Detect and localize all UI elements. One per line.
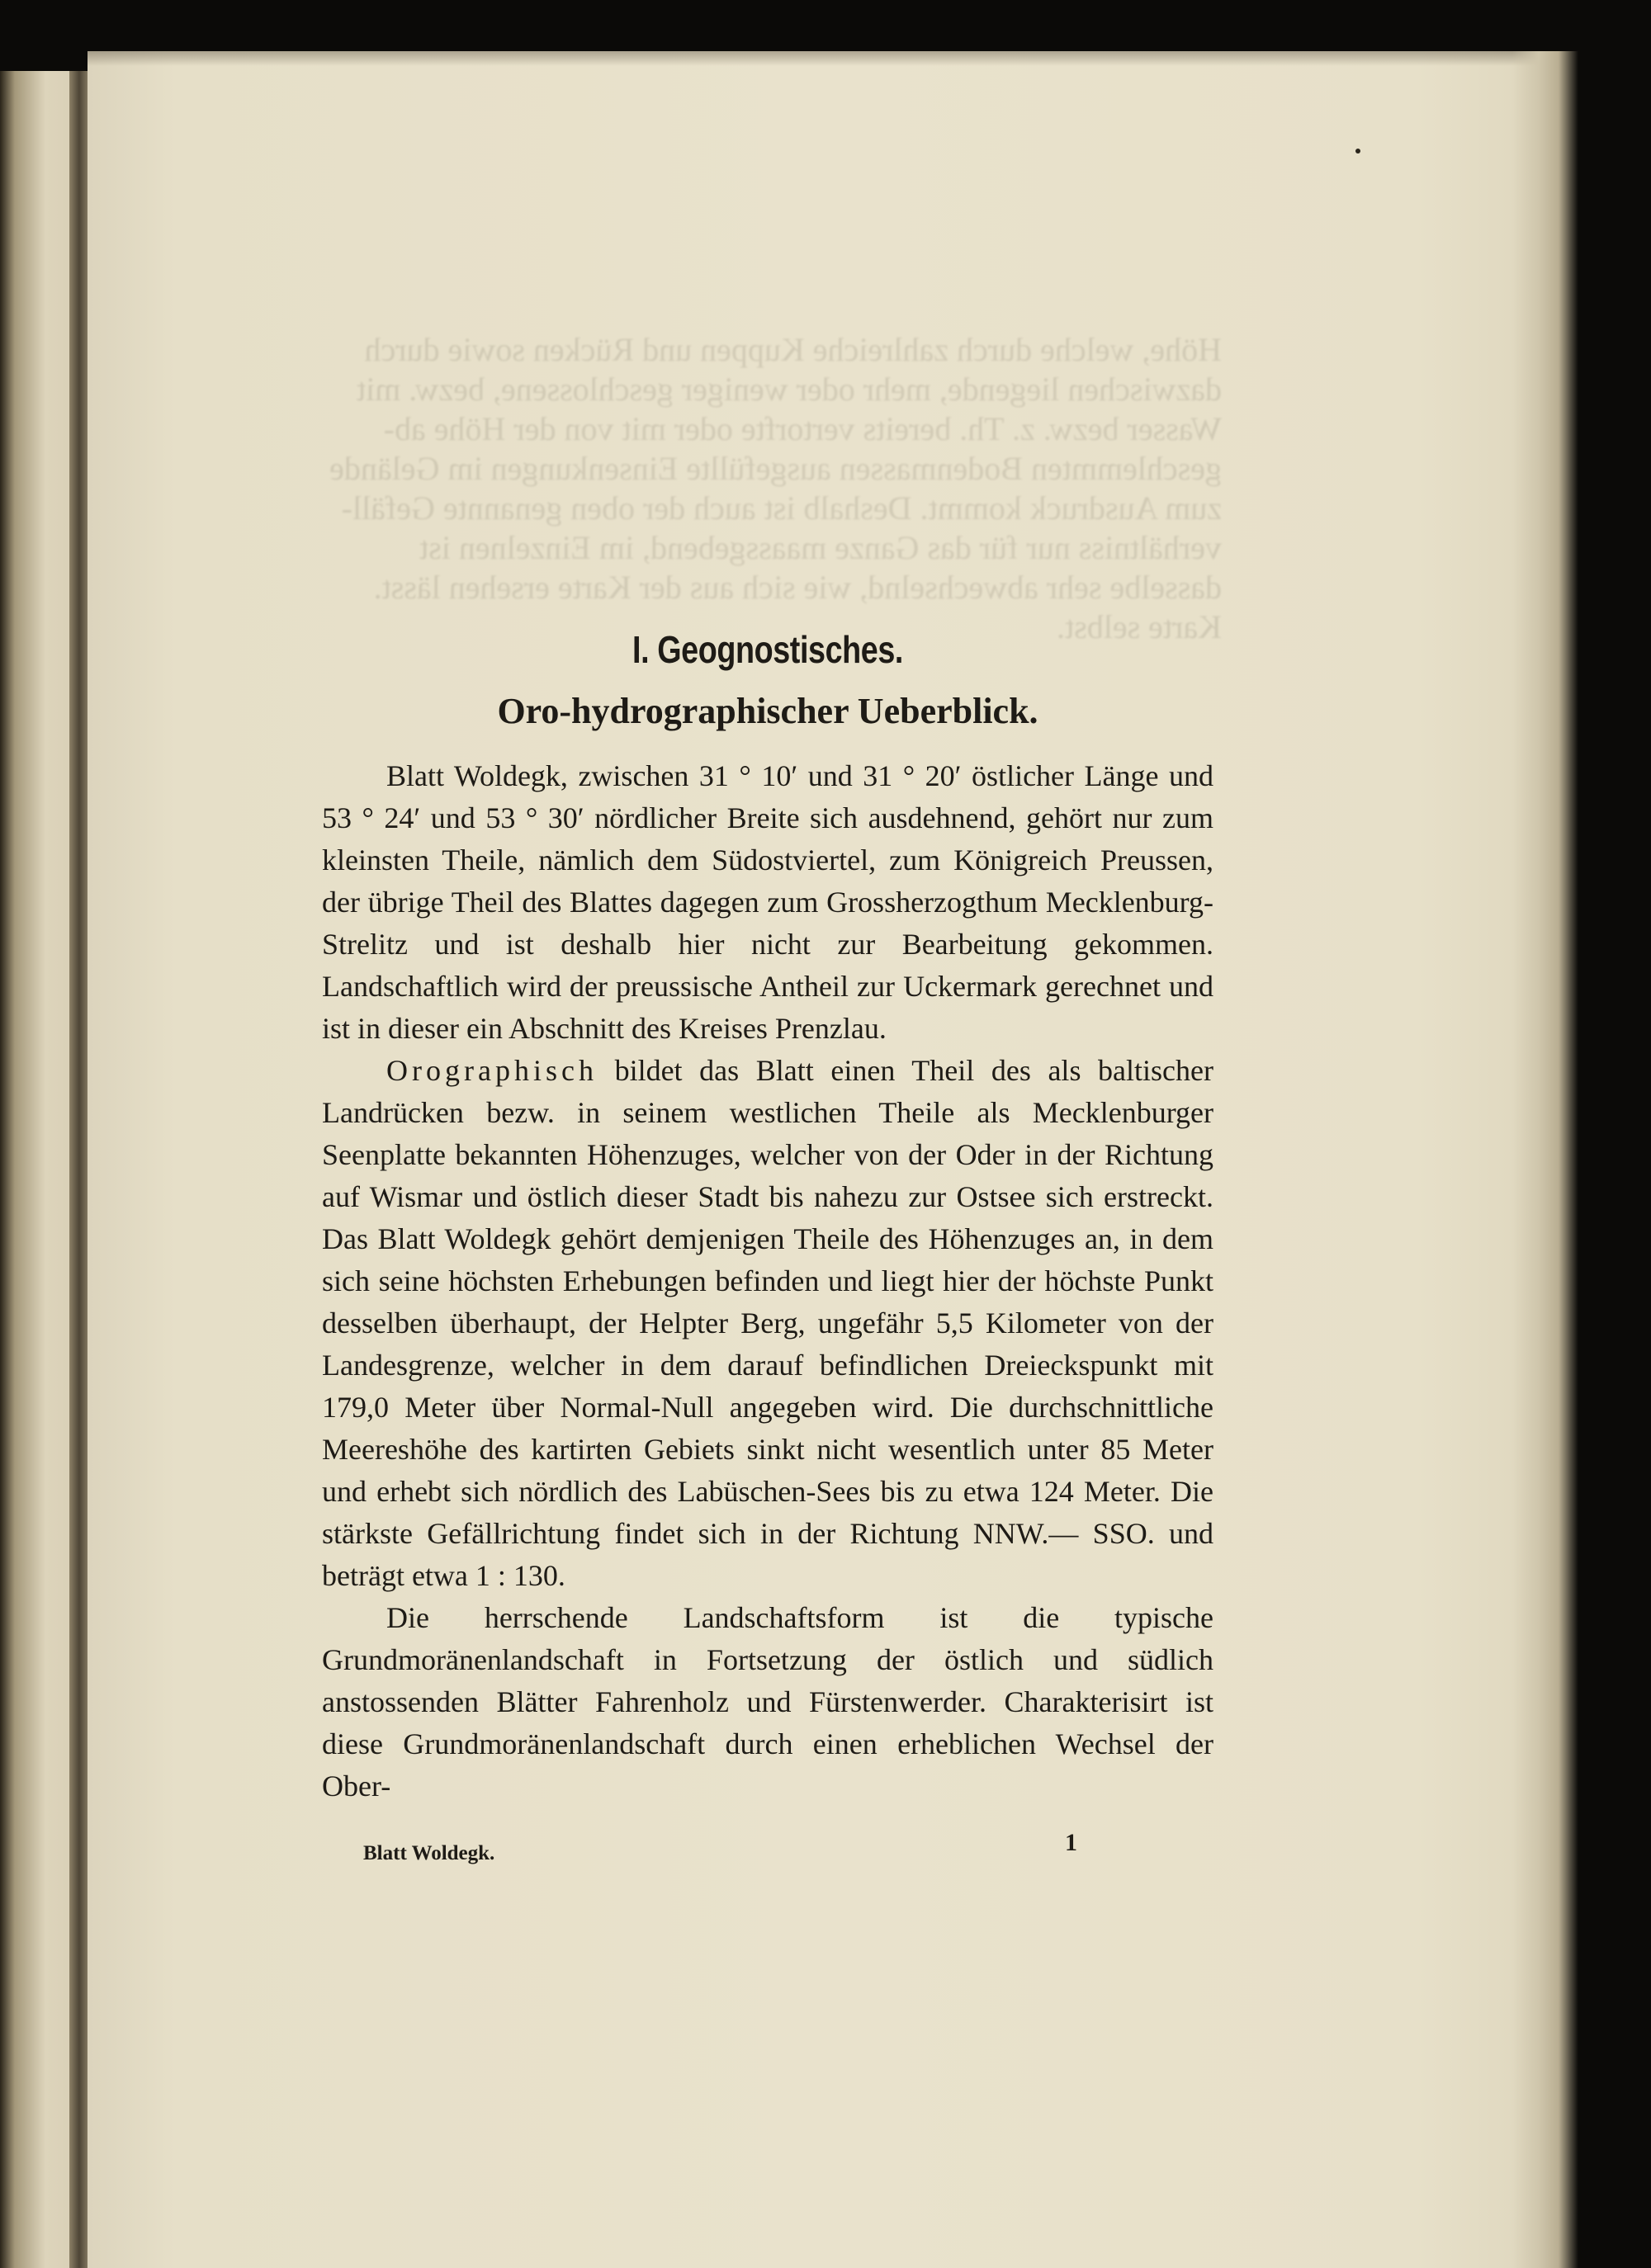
page-content (322, 627, 1213, 1807)
section-heading: I. Geognostisches. (632, 628, 903, 671)
paragraph-1 (322, 755, 1213, 1050)
paragraph-2-text: bildet das Blatt einen Theil des als baltischer Landrücken bezw. in seinem westlichen Theile als Mecklenburger Seenplatte bekannten Höhenzuges, welcher von der Oder in der Richtung auf Wismar und östlich dieser Stadt bis nahezu zur Ostsee sich erstreckt. Das Blatt Woldegk gehört demjenigen Theile des Höhenzuges an, in dem sich seine höchsten Erhebungen befinden und liegt hier der höchste Punkt desselben überhaupt, der Helpter Berg, ungefähr 5,5 Kilometer von der Landesgrenze, welcher in dem darauf befindlichen Dreieckspunkt mit 179,0 Meter über Normal-Null angegeben wird. Die durchschnittliche Meereshöhe des kartirten Gebiets sinkt nicht wesentlich unter 85 Meter und erhebt sich nördlich des Labüschen-Sees bis zu etwa 124 Meter. Die stärkste Gefällrichtung findet sich in der Richtung NNW.— SSO. und beträgt etwa 1 : 130. (322, 1054, 1213, 1592)
paragraph-3 (322, 1597, 1213, 1807)
paragraph-3-text: Die herrschende Landschaftsform ist die typische Grundmoränenlandschaft in Fortsetzung der östlich und südlich anstossenden Blätter Fahrenholz und Fürstenwerder. Charakterisirt ist diese Grundmoränenlandschaft durch einen erheblichen Wechsel der Ober- (322, 1601, 1213, 1803)
paragraph-2-lead: Orographisch (386, 1054, 598, 1087)
show-through-text: Höhe, welche durch zahlreiche Kuppen und Rücken sowie durch dazwischen liegende, mehr oder weniger geschlossene, bezw. mit Wasser bezw. z. Th. bereits vertorfte oder mit von der Höhe ab- geschlemmten Bodenmassen ausgefüllte Einsenkungen im Gelände zum Ausdruck kommt. Deshalb ist auch der oben genannte Gefäll- verhältniss nur für das Ganze maassgebend, im Einzelnen ist dasselbe sehr abwechselnd, wie sich aus der Karte ersehen lässt. Karte selbst. (329, 331, 1222, 645)
subheading: Oro-hydrographischer Ueberblick. (497, 691, 1038, 731)
page-right-edge (1512, 51, 1578, 2268)
paragraph-1-text: Blatt Woldegk, zwischen 31 ° 10′ und 31 ° 20′ östlicher Länge und 53 ° 24′ und 53 ° 30′ nördlicher Breite sich ausdehnend, gehört nur zum kleinsten Theile, nämlich dem Südostviertel, zum Königreich Preussen, der übrige Theil des Blattes dagegen zum Grossherzogthum Mecklenburg-Strelitz und ist deshalb hier nicht zur Bearbeitung gekommen. Landschaftlich wird der preussische Antheil zur Uckermark gerechnet und ist in dieser ein Abschnitt des Kreises Prenzlau. (322, 759, 1213, 1045)
page-number: 1 (1065, 1829, 1077, 1856)
footer-sheet-name: Blatt Woldegk. (363, 1842, 495, 1864)
book-gutter (69, 71, 89, 2268)
paper-speck (1355, 149, 1360, 154)
paragraph-2 (322, 1050, 1213, 1597)
page-top-shadow (88, 51, 1563, 66)
